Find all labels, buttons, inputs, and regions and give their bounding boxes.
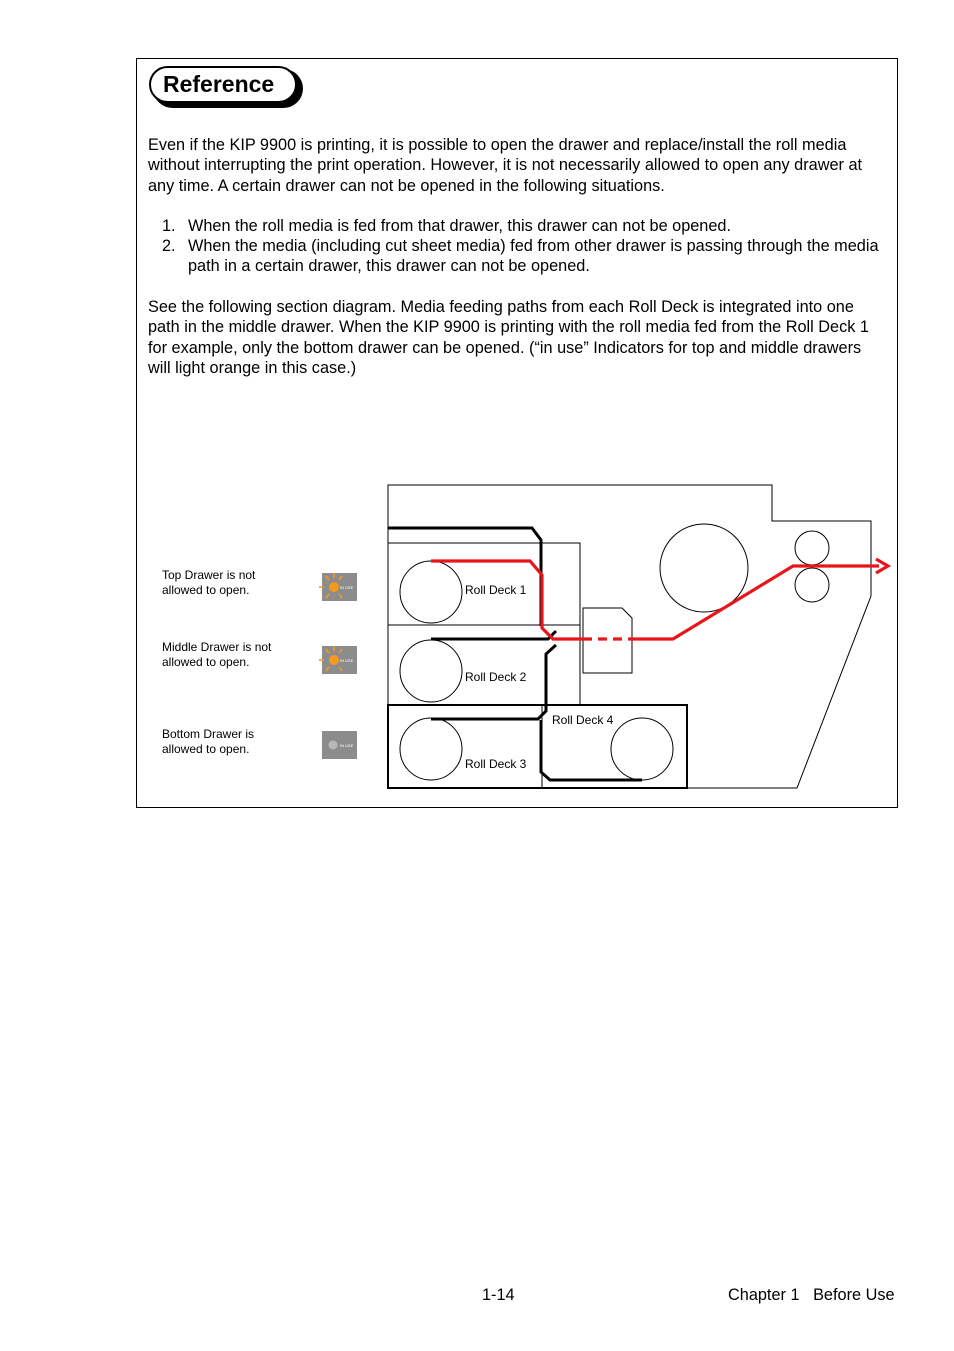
- situation-text: When the media (including cut sheet media) fed from other drawer is passing through the media path in a certain drawer, this drawer can not be opened.: [188, 237, 879, 276]
- deck-label-1: Roll Deck 1: [465, 583, 527, 597]
- indicator-lamp: [329, 741, 338, 750]
- explanation-paragraph: See the following section diagram. Media feeding paths from each Roll Deck is integrated into one path in the middle drawer. When the KIP 9900 is printing with the roll media fed from the Roll Deck 1 for example, only the bottom drawer can be opened. (“in use” Indicators for top and middle drawers will light orange in this case.): [148, 298, 869, 378]
- situation-text: When the roll media is fed from that drawer, this drawer can not be opened.: [188, 217, 731, 235]
- deck-4-path: [541, 720, 642, 780]
- active-path-exit: [632, 566, 879, 639]
- label-line: Middle Drawer is not: [162, 640, 272, 654]
- roll-4: [611, 718, 673, 780]
- exit-roller-upper: [795, 531, 829, 565]
- situation-number: 1.: [162, 217, 176, 235]
- deck-label-2: Roll Deck 2: [465, 670, 527, 684]
- indicator-text: IN USE: [340, 743, 354, 748]
- badge-label: Reference: [149, 66, 297, 103]
- label-line: Top Drawer is not: [162, 568, 256, 582]
- exit-roller-lower: [795, 568, 829, 602]
- deck-2-path: [431, 631, 556, 639]
- top-indicator: [319, 573, 357, 601]
- bottom-indicator: [322, 731, 357, 759]
- label-line: allowed to open.: [162, 742, 250, 756]
- deck-label-4: Roll Deck 4: [552, 713, 614, 727]
- label-line: allowed to open.: [162, 583, 250, 597]
- indicator-text: IN USE: [340, 585, 354, 590]
- intro-paragraph: Even if the KIP 9900 is printing, it is possible to open the drawer and replace/install the roll media without interrupting the print operation. However, it is not necessarily allowed to open any drawer at any time. A certain drawer can not be opened in the following situations.: [148, 136, 863, 195]
- deck-label-3: Roll Deck 3: [465, 757, 527, 771]
- indicator-text: IN USE: [340, 658, 354, 663]
- machine-outline: [388, 485, 871, 788]
- active-path: [431, 561, 583, 639]
- indicator-lamp: [329, 655, 339, 665]
- label-line: allowed to open.: [162, 655, 250, 669]
- drum: [660, 524, 748, 612]
- middle-indicator: [319, 646, 357, 674]
- label-line: Bottom Drawer is: [162, 727, 255, 741]
- indicator-lamp: [329, 582, 339, 592]
- chapter-title: Chapter 1 Before Use: [728, 1286, 895, 1304]
- page-number: 1-14: [482, 1286, 515, 1304]
- roll-3: [400, 718, 462, 780]
- situation-number: 2.: [162, 237, 176, 255]
- roll-1: [400, 561, 462, 623]
- roll-2: [400, 640, 462, 702]
